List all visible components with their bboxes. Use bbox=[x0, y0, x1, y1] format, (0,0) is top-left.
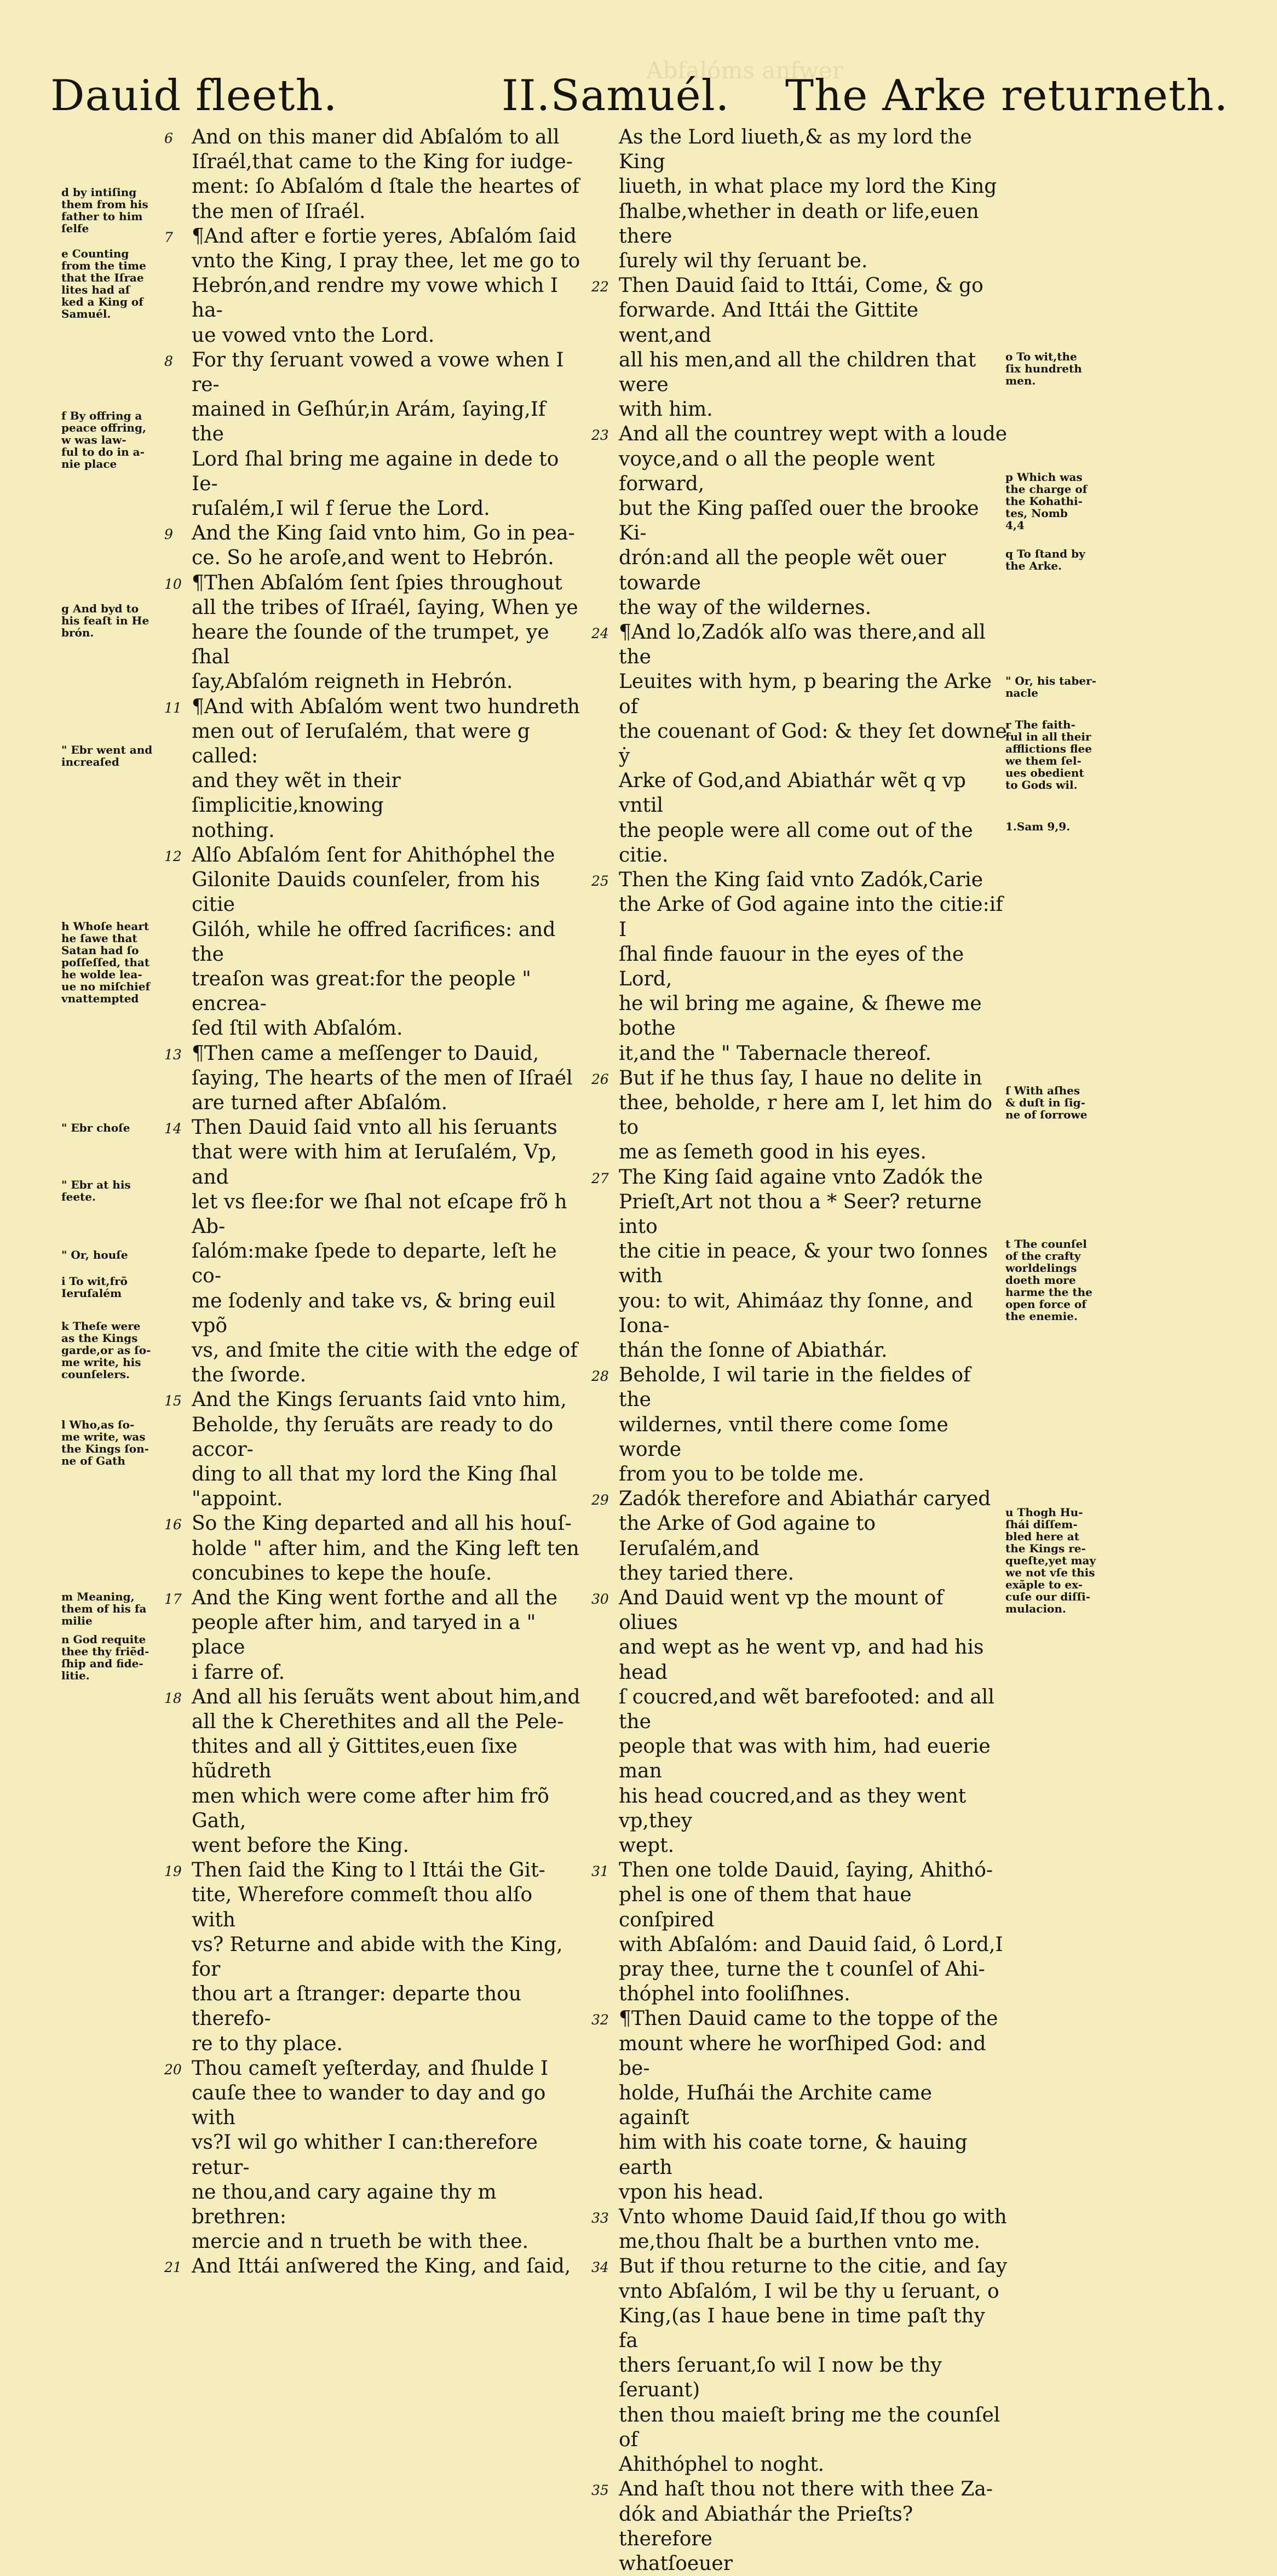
verse-text: ¶And lo,Zadók alſo was there,and all the Leuites with hym, p bearing the Arke of the couenant of God: & they ſet downe ẏ Arke of God,and Abiathár wẽt q vp vntil the people were all come out of the citie. bbox=[619, 621, 1007, 867]
verse-number: 21 bbox=[164, 2259, 182, 2276]
verse-text: And the King ſaid vnto him, Go in pea- ce. So he aroſe,and went to Hebrón. bbox=[192, 522, 575, 570]
margin-note: i To wit,frõ Ieruſalém bbox=[61, 1275, 128, 1300]
verse-text: For thy ſeruant vowed a vowe when I re- mained in Geſhúr,in Arám, ſaying,If the Lord ſhal bring me againe in dede to Ie- ruſalém,I wil f ſerue the Lord. bbox=[192, 348, 564, 520]
verse-text: Then ſaid the King to l Ittái the Git- tite, Wherefore commeſt thou alſo with vs? Returne and abide with the King, for thou art a ſtranger: departe thou therefo- re to thy place. bbox=[192, 1859, 563, 2055]
verse-number: 15 bbox=[164, 1393, 182, 1409]
verse bbox=[164, 843, 580, 1041]
verse-text: As the Lord liueth,& as my lord the King liueth, in what place my lord the King ſhalbe,whether in death or life,euen there ſurely wil thy ſeruant be. bbox=[619, 126, 997, 273]
margin-note: l Who,as ſo- me write, was the Kings ſon- ne of Gath bbox=[61, 1418, 149, 1467]
verse-number: 23 bbox=[591, 427, 609, 444]
verse bbox=[591, 2006, 1008, 2205]
verse bbox=[591, 273, 1008, 422]
verse-text: Beholde, I wil tarie in the fieldes of the wildernes, vntil there come ſome worde from you to be tolde me. bbox=[619, 1364, 971, 1485]
verse-number: 35 bbox=[591, 2482, 609, 2499]
verse-number: 8 bbox=[164, 353, 173, 369]
margin-note: " Ebr at his feete. bbox=[61, 1178, 131, 1203]
verse bbox=[164, 521, 580, 570]
verse-number: 10 bbox=[164, 576, 182, 592]
verse-number: 26 bbox=[591, 1071, 609, 1087]
margin-note: " Ebr went and increaſed bbox=[61, 743, 153, 768]
verse-text: And the King went forthe and all the people after him, and taryed in a " place i farre of. bbox=[192, 1586, 558, 1684]
verse-text: ¶Then came a meſſenger to Dauid, ſaying, The hearts of the men of Iſraél are turned after Abſalóm. bbox=[192, 1042, 573, 1114]
margin-note: g And byd to his feaſt in He brón. bbox=[61, 602, 149, 639]
verse-text: But if he thus ſay, I haue no delite in thee, beholde, r here am I, let him do to me as ſemeth good in his eyes. bbox=[619, 1066, 993, 1164]
verse-number: 7 bbox=[164, 229, 173, 245]
verse-number: 14 bbox=[164, 1121, 182, 1137]
margin-note: " Ebr choſe bbox=[61, 1121, 130, 1134]
margin-note: f By offring a peace offring, w was law- ful to do in a- nie place bbox=[61, 409, 146, 471]
margin-note: r The faith- ful in all their afflictions flee we them ſel- ues obedient to Gods wil. bbox=[1005, 718, 1092, 791]
verse bbox=[164, 1586, 580, 1685]
margin-note: " Or, his taber- nacle bbox=[1005, 674, 1096, 699]
verse bbox=[591, 2477, 1008, 2576]
verse bbox=[591, 1363, 1008, 1487]
verse bbox=[164, 1387, 580, 1511]
verse-number: 19 bbox=[164, 1863, 182, 1880]
verse-number: 34 bbox=[591, 2259, 609, 2276]
verse-text: And on this maner did Abſalóm to all Iſraél,that came to the King for iudge- ment: ſo Abſalóm d ſtale the heartes of the men of Iſraél. bbox=[192, 126, 579, 223]
verse bbox=[164, 125, 580, 224]
verse bbox=[591, 868, 1008, 1066]
verse-number: 18 bbox=[164, 1690, 182, 1706]
margin-note: k Theſe were as the Kings garde,or as ſo- me write, his counſelers. bbox=[61, 1319, 151, 1381]
right-column bbox=[591, 125, 1008, 2576]
verse-text: Then one tolde Dauid, ſaying, Ahithó- phel is one of them that haue conſpired with Abſalóm: and Dauid ſaid, ô Lord,I pray thee, turne the t counſel of Ahi- thóphel into fooliſhnes. bbox=[619, 1859, 1003, 2006]
verse-number: 22 bbox=[591, 279, 609, 295]
margin-note: o To wit,the ſix hundreth men. bbox=[1005, 350, 1082, 387]
verse-number: 25 bbox=[591, 873, 609, 890]
verse-number: 17 bbox=[164, 1591, 182, 1607]
margin-note: n God requite thee thy friẽd- ſhip and fide- litie. bbox=[61, 1633, 149, 1682]
verse-number: 20 bbox=[164, 2061, 182, 2078]
verse bbox=[591, 620, 1008, 868]
verse bbox=[164, 1858, 580, 2056]
verse-text: Zadók therefore and Abiathár caryed the Arke of God againe to Ieruſalém,and they taried there. bbox=[619, 1488, 991, 1585]
verse bbox=[591, 2205, 1008, 2254]
verse bbox=[164, 1685, 580, 1858]
verse bbox=[164, 224, 580, 348]
verse-number: 12 bbox=[164, 848, 182, 864]
verse-text: And all his ſeruãts went about him,and all the k Cherethites and all the Pele- thites and all ẏ Gittites,euen ſixe hũdreth men which were come after him frõ Gath, went before the King. bbox=[192, 1685, 580, 1857]
verse-text: And Ittái anſwered the King, and ſaid, bbox=[192, 2255, 571, 2278]
verse-number: 33 bbox=[591, 2210, 609, 2227]
verse-number: 13 bbox=[164, 1046, 182, 1063]
running-head-book: II.Samuél. bbox=[502, 71, 730, 121]
verse-text: And the Kings ſeruants ſaid vnto him, Beholde, thy ſeruãts are ready to do accor- ding to all that my lord the King ſhal "appoint. bbox=[192, 1389, 567, 1511]
verse-text: Then Dauid ſaid vnto all his ſeruants that were with him at Ieruſalém, Vp, and let vs flee:for we ſhal not eſcape frõ h Ab- ſalóm:make ſpede to departe, leſt he co- me ſodenly and take vs, & bring euil vpõ vs, and ſmite the citie with the edge of the ſworde. bbox=[192, 1116, 578, 1387]
verse-number: 6 bbox=[164, 130, 173, 146]
verse bbox=[591, 422, 1008, 620]
verse bbox=[164, 2254, 580, 2279]
verse bbox=[591, 1487, 1008, 1586]
verse-number: 24 bbox=[591, 626, 609, 642]
verse-number: 16 bbox=[164, 1517, 182, 1533]
verse bbox=[591, 125, 1008, 273]
margin-note: t The counſel of the crafty worldelings doeth more harme the the open force of the enemie. bbox=[1005, 1237, 1092, 1323]
margin-note: h Whoſe heart he ſawe that Satan had ſo poſſeſſed, that he wolde lea- ue no miſchief vnattempted bbox=[61, 920, 151, 1005]
verse-text: ¶And after e fortie yeres, Abſalóm ſaid vnto the King, I pray thee, let me go to Hebrón,and rendre my vowe which I ha- ue vowed vnto the Lord. bbox=[192, 225, 580, 347]
verse-text: Vnto whome Dauid ſaid,If thou go with me,thou ſhalt be a burthen vnto me. bbox=[619, 2206, 1007, 2253]
verse bbox=[164, 348, 580, 521]
margin-note: e Counting from the time that the Iſrae lites had aſ ked a King of Samuél. bbox=[61, 247, 146, 320]
verse bbox=[591, 1165, 1008, 1363]
left-column bbox=[164, 125, 580, 2279]
verse bbox=[164, 1115, 580, 1387]
verse-number: 29 bbox=[591, 1492, 609, 1508]
verse-text: Alſo Abſalóm ſent for Ahithóphel the Gilonite Dauids counſeler, from his citie Gilóh, while he offred ſacrifices: and the treaſon was great:for the people " encrea- ſed ſtil with Abſalóm. bbox=[192, 844, 556, 1040]
verse bbox=[164, 2056, 580, 2254]
verse-number: 9 bbox=[164, 526, 173, 543]
verse bbox=[164, 1041, 580, 1116]
margin-note: q To ſtand by the Arke. bbox=[1005, 547, 1085, 572]
verse-number: 30 bbox=[591, 1591, 609, 1607]
verse-number: 32 bbox=[591, 2012, 609, 2028]
verse-text: ¶Then Abſalóm ſent ſpies throughout all the tribes of Iſraél, ſaying, When ye heare the ſounde of the trumpet, ye ſhal ſay,Abſalóm reigneth in Hebrón. bbox=[192, 571, 578, 693]
margin-note: d by intiſing them from his father to him ſelfe bbox=[61, 186, 148, 235]
margin-note: " Or, houſe bbox=[61, 1248, 128, 1261]
verse-text: So the King departed and all his houſ- holde " after him, and the King left ten concubines to kepe the houſe. bbox=[192, 1512, 579, 1585]
margin-note: ſ With aſhes & duſt in ſig- ne of ſorrowe bbox=[1005, 1084, 1088, 1121]
running-head-left: Dauid fleeth. bbox=[50, 71, 338, 121]
bleed-through-text: Abfalóms anfwer bbox=[646, 57, 843, 84]
verse-text: Then the King ſaid vnto Zadók,Carie the Arke of God againe into the citie:if I ſhal finde fauour in the eyes of the Lord, he wil bring me againe, & ſhewe me bothe it,and the " Tabernacle thereof. bbox=[619, 869, 1003, 1065]
verse-number: 11 bbox=[164, 699, 182, 716]
verse-number: 28 bbox=[591, 1368, 609, 1385]
verse bbox=[591, 1066, 1008, 1165]
verse bbox=[164, 571, 580, 695]
verse bbox=[591, 1586, 1008, 1858]
margin-note: p Which was the charge of the Kohathi- tes, Nomb 4,4 bbox=[1005, 471, 1088, 532]
verse bbox=[591, 2254, 1008, 2477]
verse bbox=[164, 695, 580, 843]
verse-text: ¶And with Abſalóm went two hundreth men out of Ieruſalém, that were g called: and they wẽt in their ſimplicitie,knowing nothing. bbox=[192, 695, 580, 842]
verse-text: Thou cameſt yeſterday, and ſhulde I cauſe thee to wander to day and go with vs?I wil go whither I can:therefore retur- ne thou,and cary againe thy m brethren: mercie and n trueth be with thee. bbox=[192, 2057, 549, 2253]
verse bbox=[164, 1511, 580, 1586]
verse-number: 31 bbox=[591, 1863, 609, 1880]
verse-number: 27 bbox=[591, 1170, 609, 1186]
verse-text: And haſt thou not there with thee Za- dók and Abiathár the Prieſts? therefore whatſoeuer bbox=[619, 2478, 993, 2575]
margin-note: 1.Sam 9,9. bbox=[1005, 820, 1071, 833]
margin-note: u Thogh Hu- ſhái diſſem- bled here at the Kings re- queſte,yet may we not vſe this exãple to ex- cuſe our diſſi- mulacion. bbox=[1005, 1506, 1096, 1615]
running-head-right: The Arke returneth. bbox=[785, 71, 1229, 121]
verse bbox=[591, 1858, 1008, 2006]
verse-text: ¶Then Dauid came to the toppe of the mount where he worſhiped God: and be- holde, Huſhái the Archite came againſt him with his coate torne, & hauing earth vpon his head. bbox=[619, 2007, 998, 2204]
verse-text: Then Dauid ſaid to Ittái, Come, & go forwarde. And Ittái the Gittite went,and all his men,and all the children that were with him. bbox=[619, 274, 983, 421]
verse-text: The King ſaid againe vnto Zadók the Prieſt,Art not thou a * Seer? returne into the citie in peace, & your two ſonnes with you: to wit, Ahimáaz thy ſonne, and Iona- thán the ſonne of Abiathár. bbox=[619, 1166, 988, 1362]
verse-text: But if thou returne to the citie, and ſay vnto Abſalóm, I wil be thy u ſeruant, o King,(as I haue bene in time paſt thy fa thers ſeruant,ſo wil I now be thy ſeruant) then thou maieſt bring me the counſel of Ahithóphel to noght. bbox=[619, 2255, 1008, 2476]
verse-text: And Dauid went vp the mount of oliues and wept as he went vp, and had his head ſ coucred,and wẽt barefooted: and all the people that was with him, had euerie man his head coucred,and as they went vp,they wept. bbox=[619, 1586, 994, 1857]
verse-text: And all the countrey wept with a loude voyce,and o all the people went forward, but the King paſſed ouer the brooke Ki- drón:and all the people wẽt ouer towarde the way of the wildernes. bbox=[619, 423, 1008, 619]
margin-note: m Meaning, them of his fa milie bbox=[61, 1590, 147, 1627]
